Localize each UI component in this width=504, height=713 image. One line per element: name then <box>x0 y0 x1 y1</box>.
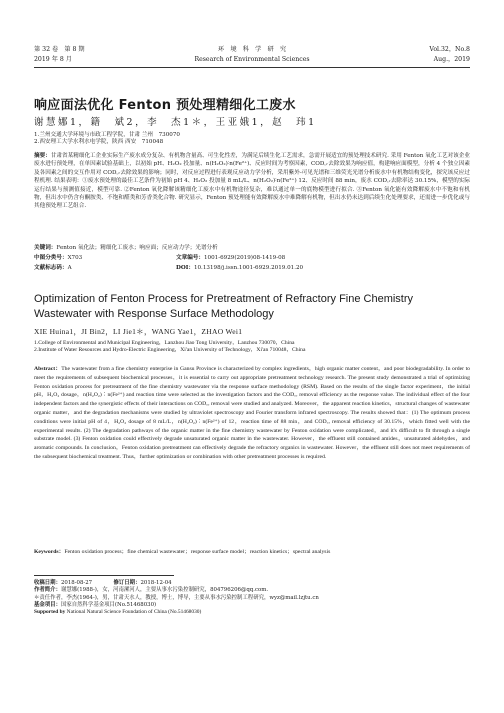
revised-date: 2018-12-04 <box>140 580 172 586</box>
code-label: 文章编号： <box>176 255 204 261</box>
title-en: Optimization of Fenton Process for Pretreatment of Refractory Fine Chemistry Wastewater with Response Surface Methodology <box>34 293 414 320</box>
author-info: 谢慧娜(1988-)，女，河南漯河人，主要从事水污染控制研究，804796206@qq.com. <box>60 587 269 594</box>
affiliation-cn-2: 2.西安理工大学水利水电学院，陕西 西安 710048 <box>34 139 164 146</box>
abstract-en-text: The wastewater from a fine chemistry enterprise in Gansu Province is characterized by complex ingredients，high organic matter content，and poor biodegradability. In order to meet the requirements of subsequent biochemical processes，it is essential to carry out appropriate pretreatment technology research. The present study demonstrated a trial of optimizing Fenton oxidation process for pretreatment of the fine chemistry wastewater via the response surface methodology (RSM). Based on the results of the single factor experiment，the initial pH，H₂O₂ dosage，n(H₂O₂)∶n(Fe²⁺) and reaction time were selected as the investigation factors and the COD꜀ᵣ removal efficiency as the response value. The individual effect of the four independent factors and the synergistic effects of their interactions on COD꜀ᵣ removal were studied and analyzed. Moreover，the apparent reaction kinetics，structural changes of wastewater organic matter，and the degradation mechanisms were studied by ultraviolet spectroscopy and Fourier transform infrared spectroscopy. The results showed that：(1) The optimum process conditions were initial pH of 4，H₂O₂ dosage of 8 mL/L，n(H₂O₂)∶n(Fe²⁺) of 12，reaction time of 88 min，and COD꜀ᵣ removal efficiency of 30.15%，which fitted well with the experimental results. (2) The degradation pathways of the organic matter in the fine chemistry wastewater by Fenton oxidation were complicated，and it's difficult to fit through a single substrate model. (3) Fenton oxidation could effectively degrade unsaturated organic matter in the wastewater. However，the effluent still contained amides，unsaturated aldehydes，and aromatic compounds. In conclusion，Fenton oxidation pretreatment can effectively degrade the refractory organics in wastewater. However，the effluent still does not meet requirements of the subsequent biochemical treatment. Thus，further optimization or combination with other pretreatment processes is required. <box>34 366 471 460</box>
author-label: 作者简介： <box>34 587 61 594</box>
received-date: 2018-08-27 <box>60 580 93 586</box>
footnote-rule <box>34 575 174 576</box>
fund-text: 国家自然科学基金项目(No.51468030) <box>60 601 157 608</box>
header-month-en: Aug.，2019 <box>433 56 470 63</box>
author-row <box>34 587 470 594</box>
affiliations-en <box>34 340 470 355</box>
doi <box>176 265 303 273</box>
keywords-en-label: Keywords： <box>34 549 65 555</box>
affiliation-en-1: 1.College of Environmental and Municipal Engineering，Lanzhou Jiao Tong University，Lanzhou 730070，China <box>34 340 295 346</box>
fund-label: 基金项目： <box>34 601 61 608</box>
abstract-cn-label: 摘要： <box>34 153 51 159</box>
doc-code <box>34 265 72 273</box>
keywords-cn <box>34 245 470 252</box>
support-text: National Natural Science Foundation of China (No.51468030) <box>66 609 202 616</box>
clc-value: X703 <box>67 255 83 261</box>
affiliations-cn <box>34 132 470 147</box>
affiliation-en-2: 2.Institute of Water Resources and Hydro-Electric Engineering，Xi'an University of Technology，Xi'an 710048，China <box>34 347 306 354</box>
keywords-cn-label: 关键词： <box>34 245 57 251</box>
clc-number <box>34 255 82 263</box>
abstract-en-label: Abstract： <box>34 366 62 372</box>
abstract-cn <box>34 152 470 211</box>
revised-label: 修订日期： <box>113 580 141 586</box>
support-row <box>34 609 470 616</box>
authors-cn: 谢慧娜1，籍 斌2，李 杰1＊，王亚娥1，赵 玮1 <box>34 117 317 128</box>
affiliation-cn-1: 1.兰州交通大学环境与市政工程学院，甘肃 兰州 730070 <box>34 132 180 138</box>
header-journal-en: Research of Environmental Sciences <box>194 56 310 63</box>
authors-en: XIE Huina1，JI Bin2，LI Jie1＊，WANG Yae1，ZHAO Wei1 <box>34 327 243 336</box>
keywords-en <box>34 548 470 557</box>
header-volume: 第 32 卷 第 8 期 <box>34 46 85 53</box>
corresponding-author: ＊责任作者，李杰(1964-)，男，甘肃天水人，教授，博士，博导，主要从事水污染控制工程研究，wyz@mail.lzjtu.cn <box>34 594 319 601</box>
doc-label: 文献标志码： <box>34 265 68 271</box>
footnotes <box>34 580 470 616</box>
support-label: Supported by <box>34 609 66 616</box>
header-vol-no: Vol.32，No.8 <box>429 46 470 53</box>
header-date: 2019 年 8 月 <box>34 56 72 63</box>
keywords-cn-text: Fenton 氧化法；精细化工废水；响应面；反应动力学；光谱分析 <box>56 245 218 251</box>
header-rule <box>34 67 470 68</box>
header-journal-cn: 环 境 科 学 研 究 <box>217 46 287 53</box>
doi-value: 10.13198/j.issn.1001-6929.2019.01.20 <box>193 265 304 271</box>
received-label: 收稿日期： <box>34 580 61 586</box>
doc-value: A <box>67 265 72 271</box>
title-cn: 响应面法优化 Fenton 预处理精细化工废水 <box>34 98 296 113</box>
doi-label: DOI： <box>176 265 194 271</box>
article-code <box>176 255 285 263</box>
abstract-en <box>34 365 470 462</box>
abstract-cn-text: 甘肃省某精细化工企业实际生产废水成分复杂、有机物含量高、可生化性差，为满足后续生化工艺需求，急需开展适宜的预处理技术研究. 采用 Fenton 氧化工艺对该企业废水进行预处理，在单因素试验基础上，以初始 pH、H₂O₂ 投加量、n(H₂O₂)∶n(Fe²⁺)、反应时间为考察因素，COD꜀ᵣ去除效果为响应值，构建响应面模型，分析 4 个独立因素及各因素之间的交互作用对 COD꜀ᵣ去除效果的影响；同时，对反应过程进行表观反应动力学分析，采用紫外-可见光谱和三维荧光光谱分析废水中有机物结构变化，探究该反应过程机理. 结果表明：①废水预处理的最佳工艺条件为初始 pH 4、H₂O₂ 投加量 8 mL/L、n(H₂O₂)∶n(Fe²⁺) 12、反应时间 88 min，废水 COD꜀ᵣ去除率达 30.15%，模型的实际运行结果与预测值接近，模型可靠. ②Fenton 氧化降解该精细化工废水中有机物途径复杂，难以通过单一的底物模型进行拟合. ③Fenton 氧化能有效降解废水中不饱和有机物，但出水中仍含有酮胺类、不饱和醛类和芳香类化合物. 研究显示，Fenton 预处理能有效降解废水中难降解有机物，但出水仍未达到后续生化处理要求，还需进一步优化或与其他预处理工艺组合. <box>34 153 470 210</box>
clc-label: 中图分类号： <box>34 255 68 261</box>
keywords-en-text: Fenton oxidation process；fine chemical wastewater；response surface model；reaction kinetics；spectral analysis <box>64 549 331 555</box>
code-value: 1001-6929(2019)08-1419-08 <box>203 255 286 261</box>
